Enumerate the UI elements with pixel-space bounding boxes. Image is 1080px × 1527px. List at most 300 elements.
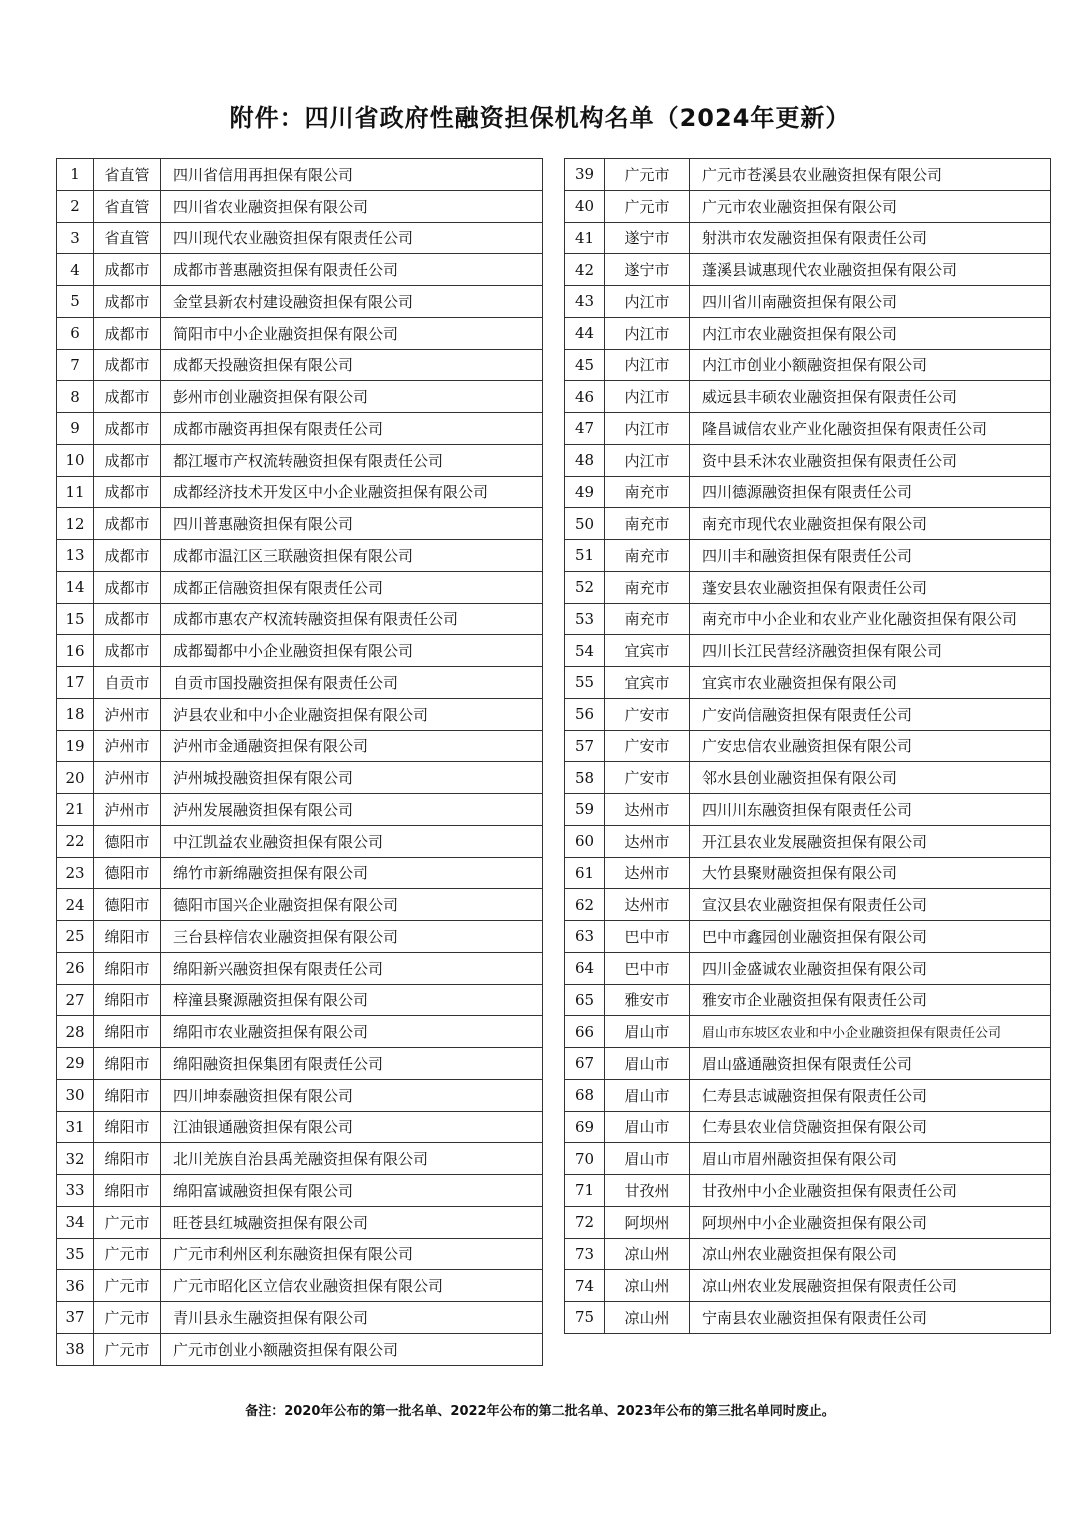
row-institution-name: 四川川东融资担保有限责任公司 [690,794,1051,826]
table-row [565,794,1051,826]
row-region: 成都市 [94,603,161,635]
row-number: 15 [57,603,94,635]
row-number: 54 [565,635,605,667]
row-number: 47 [565,413,605,445]
table-row [57,1238,543,1270]
row-institution-name: 四川普惠融资担保有限公司 [161,508,543,540]
row-institution-name: 成都蜀都中小企业融资担保有限公司 [161,635,543,667]
row-institution-name: 广安尚信融资担保有限责任公司 [690,698,1051,730]
row-number: 20 [57,762,94,794]
row-region: 自贡市 [94,667,161,699]
row-institution-name: 眉山市东坡区农业和中小企业融资担保有限责任公司 [690,1016,1051,1048]
row-region: 广元市 [94,1206,161,1238]
row-region: 广安市 [605,762,690,794]
row-region: 绵阳市 [94,1143,161,1175]
table-row [57,476,543,508]
row-region: 凉山州 [605,1302,690,1334]
row-number: 41 [565,222,605,254]
row-institution-name: 仁寿县志诚融资担保有限责任公司 [690,1079,1051,1111]
row-institution-name: 宣汉县农业融资担保有限责任公司 [690,889,1051,921]
row-number: 63 [565,921,605,953]
row-institution-name: 威远县丰硕农业融资担保有限责任公司 [690,381,1051,413]
row-number: 52 [565,571,605,603]
row-institution-name: 甘孜州中小企业融资担保有限责任公司 [690,1175,1051,1207]
row-institution-name: 射洪市农发融资担保有限责任公司 [690,222,1051,254]
row-number: 70 [565,1143,605,1175]
row-region: 巴中市 [605,921,690,953]
row-institution-name: 三台县梓信农业融资担保有限公司 [161,921,543,953]
row-institution-name: 旺苍县红城融资担保有限公司 [161,1206,543,1238]
row-institution-name: 仁寿县农业信贷融资担保有限公司 [690,1111,1051,1143]
row-region: 泸州市 [94,762,161,794]
table-row [57,254,543,286]
row-region: 泸州市 [94,730,161,762]
table-row [57,413,543,445]
row-number: 69 [565,1111,605,1143]
row-institution-name: 广元市创业小额融资担保有限公司 [161,1333,543,1365]
table-row [565,413,1051,445]
row-institution-name: 成都市普惠融资担保有限责任公司 [161,254,543,286]
table-row [57,571,543,603]
row-number: 35 [57,1238,94,1270]
row-region: 泸州市 [94,794,161,826]
row-number: 42 [565,254,605,286]
row-institution-name: 广元市昭化区立信农业融资担保有限公司 [161,1270,543,1302]
row-region: 广元市 [94,1270,161,1302]
table-row [565,190,1051,222]
row-region: 绵阳市 [94,921,161,953]
table-row [565,1143,1051,1175]
row-region: 绵阳市 [94,1048,161,1080]
row-institution-name: 简阳市中小企业融资担保有限公司 [161,317,543,349]
table-row [57,1143,543,1175]
row-number: 56 [565,698,605,730]
row-number: 10 [57,444,94,476]
row-institution-name: 雅安市企业融资担保有限责任公司 [690,984,1051,1016]
table-row [565,381,1051,413]
row-institution-name: 成都经济技术开发区中小企业融资担保有限公司 [161,476,543,508]
row-number: 7 [57,349,94,381]
table-row [565,317,1051,349]
footnote: 备注：2020年公布的第一批名单、2022年公布的第二批名单、2023年公布的第三批名单同时废止。 [245,1404,835,1419]
row-number: 59 [565,794,605,826]
row-region: 内江市 [605,317,690,349]
table-row [57,1111,543,1143]
row-number: 51 [565,540,605,572]
row-institution-name: 江油银通融资担保有限公司 [161,1111,543,1143]
table-row [57,1048,543,1080]
row-number: 45 [565,349,605,381]
row-region: 达州市 [605,794,690,826]
row-number: 19 [57,730,94,762]
table-row [57,952,543,984]
row-region: 阿坝州 [605,1206,690,1238]
row-institution-name: 邻水县创业融资担保有限公司 [690,762,1051,794]
row-region: 成都市 [94,286,161,318]
row-number: 44 [565,317,605,349]
row-institution-name: 宁南县农业融资担保有限责任公司 [690,1302,1051,1334]
table-row [565,1302,1051,1334]
row-number: 22 [57,825,94,857]
row-number: 57 [565,730,605,762]
row-region: 绵阳市 [94,984,161,1016]
row-region: 绵阳市 [94,952,161,984]
row-region: 德阳市 [94,825,161,857]
row-institution-name: 成都天投融资担保有限公司 [161,349,543,381]
table-row [565,1175,1051,1207]
row-institution-name: 南充市中小企业和农业产业化融资担保有限公司 [690,603,1051,635]
row-institution-name: 广安忠信农业融资担保有限公司 [690,730,1051,762]
row-institution-name: 隆昌诚信农业产业化融资担保有限责任公司 [690,413,1051,445]
table-row [57,349,543,381]
row-number: 65 [565,984,605,1016]
row-number: 74 [565,1270,605,1302]
table-row [57,286,543,318]
row-number: 25 [57,921,94,953]
row-region: 广元市 [605,190,690,222]
table-row [57,317,543,349]
table-row [565,730,1051,762]
table-row [57,825,543,857]
row-institution-name: 资中县禾沐农业融资担保有限责任公司 [690,444,1051,476]
row-institution-name: 四川金盛诚农业融资担保有限公司 [690,952,1051,984]
row-institution-name: 绵阳新兴融资担保有限责任公司 [161,952,543,984]
row-number: 36 [57,1270,94,1302]
row-region: 达州市 [605,857,690,889]
table-row [57,794,543,826]
row-number: 14 [57,571,94,603]
row-region: 南充市 [605,571,690,603]
table-row [57,984,543,1016]
row-number: 64 [565,952,605,984]
row-institution-name: 眉山盛通融资担保有限责任公司 [690,1048,1051,1080]
table-row [565,540,1051,572]
row-region: 绵阳市 [94,1016,161,1048]
row-institution-name: 绵阳融资担保集团有限责任公司 [161,1048,543,1080]
row-region: 眉山市 [605,1143,690,1175]
table-row [565,444,1051,476]
row-number: 62 [565,889,605,921]
row-number: 60 [565,825,605,857]
row-number: 72 [565,1206,605,1238]
table-row [57,1333,543,1365]
table-row [57,698,543,730]
row-institution-name: 彭州市创业融资担保有限公司 [161,381,543,413]
row-number: 48 [565,444,605,476]
table-row [57,730,543,762]
table-row [57,159,543,191]
row-institution-name: 蓬安县农业融资担保有限责任公司 [690,571,1051,603]
row-number: 33 [57,1175,94,1207]
table-row [57,1302,543,1334]
table-row [57,857,543,889]
row-region: 遂宁市 [605,254,690,286]
table-row [565,1270,1051,1302]
row-institution-name: 泸州市金通融资担保有限公司 [161,730,543,762]
table-row [565,1016,1051,1048]
table-row [565,1111,1051,1143]
row-institution-name: 金堂县新农村建设融资担保有限公司 [161,286,543,318]
table-row [565,1079,1051,1111]
row-number: 24 [57,889,94,921]
row-institution-name: 南充市现代农业融资担保有限公司 [690,508,1051,540]
row-region: 巴中市 [605,952,690,984]
table-row [565,1238,1051,1270]
row-institution-name: 成都市惠农产权流转融资担保有限责任公司 [161,603,543,635]
row-institution-name: 眉山市眉州融资担保有限公司 [690,1143,1051,1175]
row-number: 1 [57,159,94,191]
row-institution-name: 广元市利州区利东融资担保有限公司 [161,1238,543,1270]
table-row [565,825,1051,857]
row-region: 省直管 [94,190,161,222]
table-row [565,1048,1051,1080]
row-institution-name: 阿坝州中小企业融资担保有限公司 [690,1206,1051,1238]
row-region: 达州市 [605,889,690,921]
table-row [57,1175,543,1207]
row-institution-name: 泸州发展融资担保有限公司 [161,794,543,826]
row-institution-name: 四川长江民营经济融资担保有限公司 [690,635,1051,667]
guarantee-institution-table-right [564,158,1051,1334]
row-region: 绵阳市 [94,1111,161,1143]
row-institution-name: 四川德源融资担保有限责任公司 [690,476,1051,508]
table-row [565,857,1051,889]
row-institution-name: 四川坤泰融资担保有限公司 [161,1079,543,1111]
row-region: 成都市 [94,349,161,381]
table-row [565,921,1051,953]
row-region: 凉山州 [605,1238,690,1270]
row-number: 17 [57,667,94,699]
row-region: 广元市 [94,1302,161,1334]
row-number: 4 [57,254,94,286]
row-region: 眉山市 [605,1016,690,1048]
row-region: 泸州市 [94,698,161,730]
row-number: 29 [57,1048,94,1080]
row-number: 12 [57,508,94,540]
table-row [57,1079,543,1111]
row-institution-name: 宜宾市农业融资担保有限公司 [690,667,1051,699]
row-institution-name: 凉山州农业融资担保有限公司 [690,1238,1051,1270]
table-row [57,1206,543,1238]
row-institution-name: 绵阳富诚融资担保有限公司 [161,1175,543,1207]
row-institution-name: 大竹县聚财融资担保有限公司 [690,857,1051,889]
row-region: 成都市 [94,444,161,476]
table-row [565,984,1051,1016]
row-institution-name: 中江凯益农业融资担保有限公司 [161,825,543,857]
row-institution-name: 绵阳市农业融资担保有限公司 [161,1016,543,1048]
row-number: 38 [57,1333,94,1365]
table-row [565,571,1051,603]
row-region: 南充市 [605,603,690,635]
row-region: 广元市 [94,1333,161,1365]
row-institution-name: 蓬溪县诚惠现代农业融资担保有限公司 [690,254,1051,286]
row-institution-name: 四川省川南融资担保有限公司 [690,286,1051,318]
row-region: 成都市 [94,571,161,603]
row-institution-name: 广元市农业融资担保有限公司 [690,190,1051,222]
row-region: 广安市 [605,730,690,762]
row-number: 49 [565,476,605,508]
row-number: 8 [57,381,94,413]
table-row [57,508,543,540]
row-number: 3 [57,222,94,254]
row-number: 30 [57,1079,94,1111]
row-institution-name: 自贡市国投融资担保有限责任公司 [161,667,543,699]
row-institution-name: 四川丰和融资担保有限责任公司 [690,540,1051,572]
table-row [57,921,543,953]
row-region: 成都市 [94,508,161,540]
row-number: 73 [565,1238,605,1270]
table-row [565,762,1051,794]
row-institution-name: 广元市苍溪县农业融资担保有限公司 [690,159,1051,191]
row-number: 50 [565,508,605,540]
row-region: 雅安市 [605,984,690,1016]
table-row [565,667,1051,699]
table-row [565,286,1051,318]
row-number: 39 [565,159,605,191]
table-row [57,667,543,699]
table-row [565,635,1051,667]
row-number: 67 [565,1048,605,1080]
row-institution-name: 四川省农业融资担保有限公司 [161,190,543,222]
row-institution-name: 青川县永生融资担保有限公司 [161,1302,543,1334]
row-region: 宜宾市 [605,635,690,667]
row-number: 40 [565,190,605,222]
table-row [565,476,1051,508]
table-row [57,762,543,794]
table-row [565,254,1051,286]
row-institution-name: 都江堰市产权流转融资担保有限责任公司 [161,444,543,476]
row-region: 成都市 [94,381,161,413]
row-institution-name: 成都市融资再担保有限责任公司 [161,413,543,445]
table-row [57,222,543,254]
row-region: 内江市 [605,413,690,445]
row-number: 46 [565,381,605,413]
row-region: 成都市 [94,540,161,572]
row-institution-name: 巴中市鑫园创业融资担保有限公司 [690,921,1051,953]
row-region: 成都市 [94,317,161,349]
row-number: 11 [57,476,94,508]
row-region: 南充市 [605,476,690,508]
row-number: 32 [57,1143,94,1175]
row-institution-name: 绵竹市新绵融资担保有限公司 [161,857,543,889]
table-row [565,508,1051,540]
row-region: 成都市 [94,635,161,667]
row-number: 75 [565,1302,605,1334]
row-number: 6 [57,317,94,349]
row-region: 内江市 [605,349,690,381]
row-region: 成都市 [94,476,161,508]
row-region: 内江市 [605,286,690,318]
row-institution-name: 泸县农业和中小企业融资担保有限公司 [161,698,543,730]
row-institution-name: 凉山州农业发展融资担保有限责任公司 [690,1270,1051,1302]
document-title: 附件：四川省政府性融资担保机构名单（2024年更新） [229,104,851,132]
row-region: 广安市 [605,698,690,730]
row-region: 省直管 [94,159,161,191]
table-row [57,1270,543,1302]
table-row [565,349,1051,381]
table-row [565,603,1051,635]
row-region: 宜宾市 [605,667,690,699]
row-region: 广元市 [94,1238,161,1270]
row-number: 27 [57,984,94,1016]
row-region: 遂宁市 [605,222,690,254]
row-region: 南充市 [605,540,690,572]
row-number: 71 [565,1175,605,1207]
row-number: 37 [57,1302,94,1334]
row-number: 66 [565,1016,605,1048]
row-number: 9 [57,413,94,445]
row-number: 13 [57,540,94,572]
row-region: 成都市 [94,413,161,445]
row-number: 23 [57,857,94,889]
row-region: 绵阳市 [94,1079,161,1111]
table-row [565,1206,1051,1238]
table-row [57,889,543,921]
row-institution-name: 开江县农业发展融资担保有限公司 [690,825,1051,857]
row-number: 55 [565,667,605,699]
row-institution-name: 北川羌族自治县禹羌融资担保有限公司 [161,1143,543,1175]
row-number: 26 [57,952,94,984]
row-region: 德阳市 [94,857,161,889]
row-region: 绵阳市 [94,1175,161,1207]
row-region: 广元市 [605,159,690,191]
row-institution-name: 梓潼县聚源融资担保有限公司 [161,984,543,1016]
row-region: 省直管 [94,222,161,254]
row-region: 眉山市 [605,1111,690,1143]
row-institution-name: 德阳市国兴企业融资担保有限公司 [161,889,543,921]
row-region: 凉山州 [605,1270,690,1302]
row-number: 53 [565,603,605,635]
row-number: 34 [57,1206,94,1238]
table-row [565,159,1051,191]
row-number: 31 [57,1111,94,1143]
row-number: 61 [565,857,605,889]
row-region: 成都市 [94,254,161,286]
row-region: 眉山市 [605,1048,690,1080]
table-row [565,952,1051,984]
row-number: 16 [57,635,94,667]
row-region: 内江市 [605,381,690,413]
row-region: 南充市 [605,508,690,540]
table-row [57,190,543,222]
row-number: 68 [565,1079,605,1111]
row-number: 5 [57,286,94,318]
row-institution-name: 成都正信融资担保有限责任公司 [161,571,543,603]
table-row [57,540,543,572]
row-number: 43 [565,286,605,318]
row-institution-name: 内江市农业融资担保有限公司 [690,317,1051,349]
table-row [565,222,1051,254]
row-institution-name: 泸州城投融资担保有限公司 [161,762,543,794]
row-number: 18 [57,698,94,730]
table-row [57,635,543,667]
table-row [57,381,543,413]
row-institution-name: 内江市创业小额融资担保有限公司 [690,349,1051,381]
table-row [565,698,1051,730]
row-region: 眉山市 [605,1079,690,1111]
row-region: 达州市 [605,825,690,857]
row-region: 德阳市 [94,889,161,921]
row-institution-name: 四川省信用再担保有限公司 [161,159,543,191]
table-row [565,889,1051,921]
table-row [57,444,543,476]
row-number: 21 [57,794,94,826]
row-region: 甘孜州 [605,1175,690,1207]
table-row [57,603,543,635]
row-number: 28 [57,1016,94,1048]
row-region: 内江市 [605,444,690,476]
row-institution-name: 成都市温江区三联融资担保有限公司 [161,540,543,572]
row-number: 2 [57,190,94,222]
